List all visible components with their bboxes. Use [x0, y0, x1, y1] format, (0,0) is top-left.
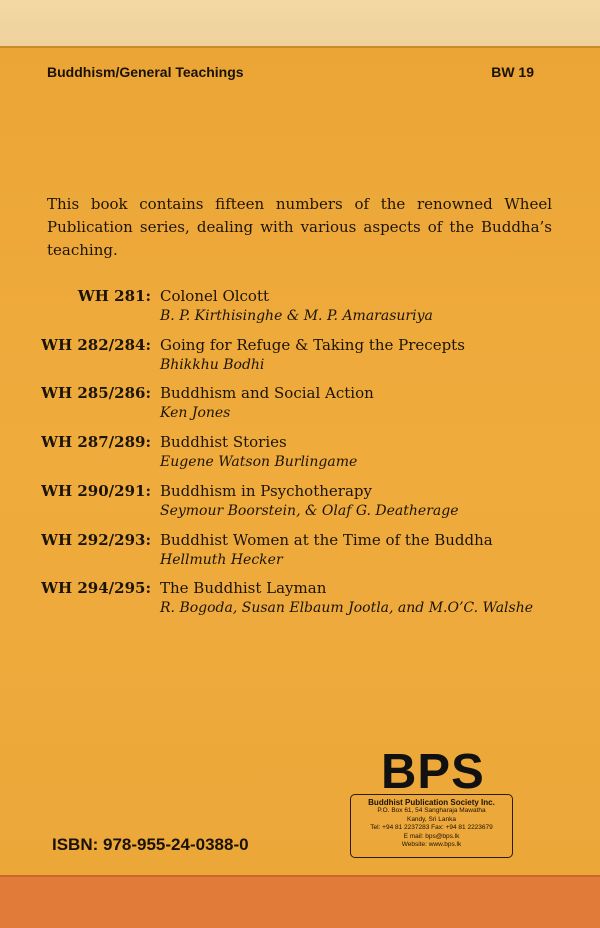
entry-number: WH 282/284:	[41, 336, 151, 354]
entry-title: Colonel Olcott	[160, 287, 270, 305]
publisher-name: Buddhist Publication Society Inc.	[368, 798, 495, 807]
entry-author: Hellmuth Hecker	[160, 552, 283, 568]
entry-author: Eugene Watson Burlingame	[160, 454, 358, 470]
entry-author: R. Bogoda, Susan Elbaum Jootla, and M.O’C. Walshe	[160, 600, 534, 616]
contents-entry	[0, 482, 600, 528]
publisher-address-line: Kandy, Sri Lanka	[406, 815, 457, 823]
contents-entry	[0, 433, 600, 479]
entry-number: WH 281:	[77, 287, 151, 305]
series-number: BW 19	[491, 64, 534, 80]
publisher-phone-line: Tel: +94 81 2237283 Fax: +94 81 2223679	[370, 824, 493, 831]
entry-number: WH 290/291:	[41, 482, 151, 500]
publisher-address-line: P.O. Box 61, 54 Sangharaja Mawatha	[377, 807, 486, 814]
bottom-band	[0, 875, 600, 928]
entry-number: WH 285/286:	[41, 384, 151, 402]
intro-paragraph: This book contains fifteen numbers of the renowned Wheel Publication series, dealing with various aspects of the Buddha’s teaching.	[47, 195, 552, 259]
entry-author: B. P. Kirthisinghe & M. P. Amarasuriya	[160, 308, 433, 324]
entry-title: The Buddhist Layman	[160, 579, 327, 597]
entry-title: Buddhism in Psychotherapy	[160, 482, 372, 500]
publisher-address-box	[350, 794, 513, 858]
entry-title: Buddhism and Social Action	[160, 384, 374, 402]
entry-number: WH 287/289:	[41, 433, 151, 451]
entry-title: Buddhist Women at the Time of the Buddha	[160, 531, 493, 549]
entry-author: Bhikkhu Bodhi	[160, 357, 265, 373]
contents-entry	[0, 287, 600, 333]
category-label: Buddhism/General Teachings	[47, 64, 244, 80]
entry-author: Ken Jones	[160, 405, 231, 421]
entry-number: WH 292/293:	[41, 531, 151, 549]
publisher-website-line: Website: www.bps.lk	[401, 841, 462, 848]
entry-title: Going for Refuge & Taking the Precepts	[160, 336, 465, 354]
contents-entry	[0, 579, 600, 625]
entry-title: Buddhist Stories	[160, 433, 287, 451]
contents-entry	[0, 531, 600, 577]
entry-number: WH 294/295:	[41, 579, 151, 597]
isbn-label: ISBN: 978-955-24-0388-0	[52, 835, 249, 854]
contents-entry	[0, 384, 600, 430]
publisher-logo: BPS	[381, 745, 485, 799]
top-band	[0, 0, 600, 48]
contents-entry	[0, 336, 600, 382]
entry-author: Seymour Boorstein, & Olaf G. Deatherage	[160, 503, 459, 519]
publisher-email-line: E mail: bps@bps.lk	[403, 832, 460, 840]
